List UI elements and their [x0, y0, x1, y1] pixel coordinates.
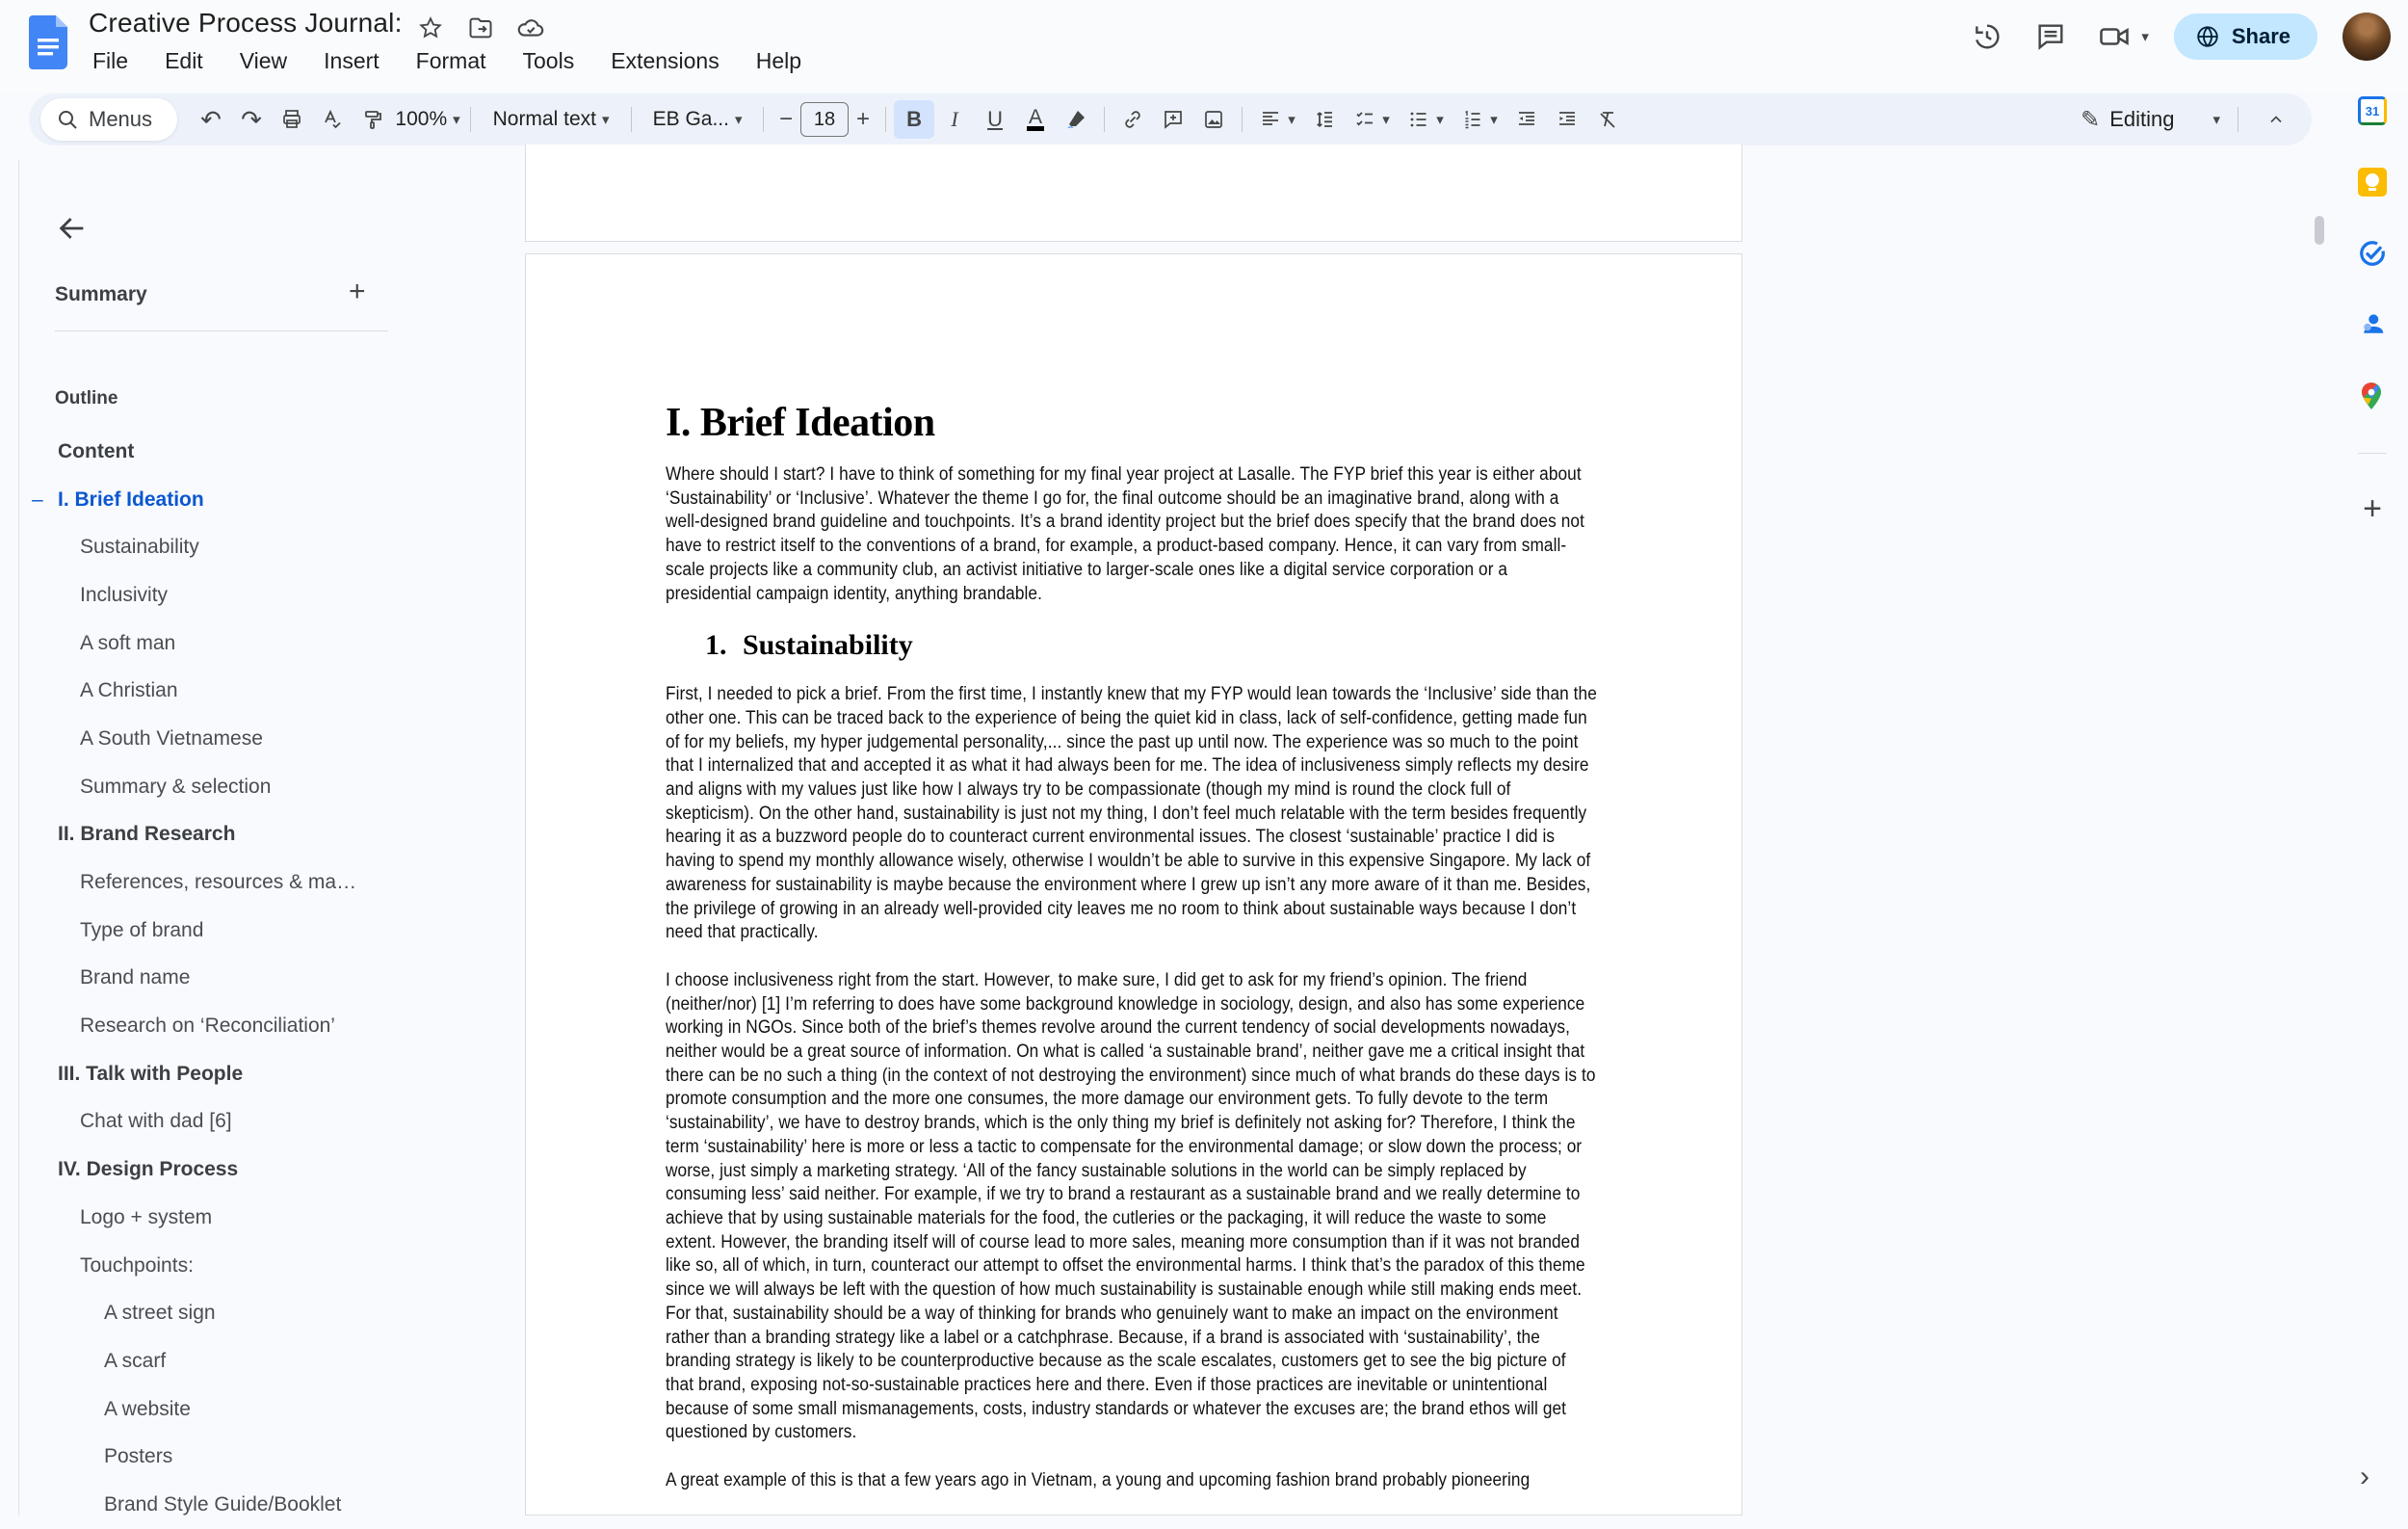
font-family-select[interactable] — [640, 100, 755, 139]
close-outline-back-arrow[interactable] — [56, 212, 89, 245]
outline-item[interactable]: Touchpoints: — [80, 1253, 194, 1277]
bulleted-list-caret-icon: ▾ — [1436, 112, 1444, 128]
increase-indent-button[interactable] — [1547, 100, 1587, 139]
search-icon — [56, 108, 79, 131]
decrease-font-size-button[interactable]: − — [779, 106, 794, 132]
outline-item[interactable]: IV. Design Process — [58, 1158, 239, 1181]
move-to-folder-icon[interactable] — [466, 13, 495, 42]
share-button[interactable] — [2174, 13, 2317, 60]
style-caret-icon: ▾ — [601, 112, 610, 128]
font-size-input[interactable]: 18 — [800, 102, 849, 137]
rail-divider — [2358, 453, 2387, 454]
previous-page-bottom[interactable] — [525, 145, 1742, 242]
highlight-color-button[interactable] — [1056, 100, 1096, 139]
editing-mode-pencil-icon: ✎ — [2081, 106, 2101, 133]
outline-item[interactable]: Posters — [104, 1445, 173, 1468]
outline-item[interactable]: Content — [58, 439, 135, 462]
outline-item[interactable]: Summary & selection — [80, 775, 272, 798]
google-maps-icon[interactable] — [2358, 382, 2387, 410]
comments-icon[interactable] — [2031, 17, 2070, 56]
outline-item[interactable]: Type of brand — [80, 918, 204, 941]
outline-item[interactable]: A scarf — [104, 1349, 167, 1372]
zoom-caret-icon: ▾ — [453, 112, 460, 128]
align-button[interactable] — [1250, 100, 1304, 139]
paragraph-style-select[interactable] — [479, 100, 623, 139]
menu-edit[interactable]: Edit — [165, 48, 203, 73]
menus-search-button[interactable] — [40, 98, 177, 141]
outline-item[interactable]: Brand name — [80, 966, 191, 989]
menu-format[interactable]: Format — [415, 48, 486, 73]
vertical-scrollbar-thumb[interactable] — [2315, 216, 2324, 245]
outline-item[interactable]: II. Brand Research — [58, 823, 236, 846]
outline-item[interactable]: A Christian — [80, 679, 178, 702]
toolbar-separator — [470, 107, 471, 132]
menu-insert[interactable]: Insert — [324, 48, 380, 73]
toolbar — [29, 93, 2312, 145]
star-icon[interactable] — [416, 13, 445, 42]
font-caret-icon: ▾ — [734, 112, 743, 128]
editing-mode-caret-icon[interactable]: ▾ — [2212, 112, 2220, 128]
outline-item[interactable]: Logo + system — [80, 1205, 213, 1228]
menu-help[interactable]: Help — [755, 48, 802, 73]
insert-image-button[interactable] — [1193, 100, 1234, 139]
toolbar-separator — [631, 107, 632, 132]
outline-item-active[interactable]: – I. Brief Ideation — [32, 488, 204, 511]
zoom-select[interactable] — [393, 100, 462, 139]
toolbar-separator — [1104, 107, 1105, 132]
outline-item[interactable]: Chat with dad [6] — [80, 1110, 232, 1133]
doc-paragraph[interactable]: Where should I start? I have to think of something for my final year project at Lasalle. The FYP brief this year is either about ‘Sustainability’ or ‘Inclusive’. Whatever the theme I go for, the final outcome should be an imaginative brand, along with a well-designed brand guideline and touchpoints. It’s a brand identity project but the brief does specify that the brand does not have to restrict itself to the conventions of a brand, for example, a product-based company. Hence, it can vary from small-scale projects like a community club, an activist initiative to larger-scale ones like a digital service corporation or a presidential campaign identity, anything brandable. — [666, 463, 1584, 604]
doc-paragraph[interactable]: I choose inclusiveness right from the start. However, to make sure, I did get to ask for my friend’s opinion. The friend (neither/nor) [1] I’m referring to does have some background knowledge in sociology, design, and also has some experience working in NGOs. Since both of the brief’s themes revolve around the current tendency of social developments nowadays, neither would be a great source of information. On what is called ‘a sustainable brand’, neither gave me a critical insight that there can be no such a thing (in the context of not destroying the environment) since much of what brands do these days is to promote consumption and the more one consumes, the more damage our environment gets. To fully devote to the term ‘sustainability’, we have to destroy brands, which is the only thing my brief is definitely not asking for? Therefore, I think the term ‘sustainability’ here is more or less a tactic to compensate for the environmental damage; or slow down the process; or worse, just simply a marketing strategy. ‘All of the fancy sustainable solutions in the world can be simply replaced by consuming less’ said neither. For example, if we try to brand a restaurant as a sustainable brand and we really determine to achieve that by using sustainable materials for the food, the cutleries or the packaging, it will reduce the waste to some extent. However, the branding itself will of course lead to more sales, meaning more consumption than if it was not branded like so, all of which, in turn, counteract our attempt to offset the environmental harms. I think that’s the paradox of this theme since we will always be left with the question of how much sustainability is sustainable enough while still making ends meet. For that, sustainability should be a way of thinking for brands who genuinely want to make an impact on the environment rather than a branding strategy like a label or a catchphrase. Because, if a brand is associated with ‘sustainability’, the branding strategy is likely to be counterproductive because as the scale escalates, customers get to see the big picture of that brand, exposing not-so-sustainable practices here and there. Even if those practices are inevitable or unintentional because of some small mismanagements, costs, industry standards or whatever the excuses are; the brand ethos will get questioned by customers. — [666, 968, 1596, 1443]
toolbar-separator — [1242, 107, 1243, 132]
paragraph-style-value: Normal text — [492, 108, 596, 130]
text-color-letter: A — [1027, 109, 1044, 131]
outline-title: Outline — [55, 388, 118, 409]
document-text-column — [666, 400, 1600, 1516]
outline-item[interactable]: A street sign — [104, 1302, 216, 1325]
decrease-indent-button[interactable] — [1506, 100, 1547, 139]
doc-paragraph[interactable]: A great example of this is that a few years ago in Vietnam, a young and upcoming fashion brand probably pioneering — [666, 1469, 1531, 1491]
numbered-list-button[interactable] — [1453, 100, 1506, 139]
summary-title: Summary — [55, 283, 147, 305]
version-history-icon[interactable] — [1968, 17, 2006, 56]
checklist-button[interactable] — [1345, 100, 1399, 139]
google-calendar-icon[interactable]: 31 — [2358, 96, 2387, 125]
outline-item[interactable]: A soft man — [80, 631, 176, 654]
paint-format-button[interactable] — [353, 100, 393, 139]
account-avatar[interactable] — [2343, 13, 2391, 61]
menu-file[interactable]: File — [92, 48, 129, 73]
summary-divider — [55, 330, 388, 331]
get-add-ons-button[interactable]: + — [2363, 490, 2382, 527]
insert-link-button[interactable] — [1112, 100, 1153, 139]
doc-heading-2[interactable] — [666, 629, 1600, 662]
show-side-panel-chevron[interactable]: › — [2360, 1461, 2369, 1492]
clear-formatting-button[interactable] — [1587, 100, 1628, 139]
side-panel-rail — [2344, 96, 2400, 527]
meet-dropdown-caret-icon[interactable]: ▾ — [2141, 29, 2149, 45]
menus-label: Menus — [89, 107, 153, 131]
document-title[interactable]: Creative Process Journal: — [89, 8, 403, 38]
outline-item[interactable]: References, resources & ma… — [80, 871, 357, 894]
line-spacing-button[interactable] — [1304, 100, 1345, 139]
active-item-marker: – — [32, 488, 43, 511]
menu-extensions[interactable]: Extensions — [611, 48, 720, 73]
increase-font-size-button[interactable]: + — [856, 106, 871, 132]
outline-item[interactable]: Sustainability — [80, 536, 199, 559]
hide-menus-chevron-button[interactable] — [2256, 100, 2296, 139]
outline-item[interactable]: Inclusivity — [80, 583, 169, 606]
add-comment-button[interactable] — [1153, 100, 1193, 139]
google-keep-icon[interactable] — [2358, 168, 2387, 197]
zoom-value: 100% — [395, 108, 448, 130]
font-family-value: EB Ga... — [652, 108, 729, 130]
undo-button[interactable]: ↶ — [200, 104, 222, 134]
document-status-cloud-icon[interactable] — [516, 13, 545, 42]
redo-button[interactable]: ↷ — [241, 104, 262, 134]
editing-mode-value[interactable]: Editing — [2109, 107, 2175, 131]
share-access-globe-icon — [2195, 24, 2220, 49]
menu-bar — [89, 46, 805, 76]
google-tasks-icon[interactable] — [2358, 239, 2387, 268]
bold-button[interactable]: B — [894, 100, 934, 139]
outline-item[interactable]: Research on ‘Reconciliation’ — [80, 1015, 335, 1038]
document-outline — [18, 428, 519, 1529]
numbered-list-caret-icon: ▾ — [1490, 112, 1498, 128]
align-caret-icon: ▾ — [1288, 112, 1296, 128]
heading2-text: Sustainability — [743, 629, 913, 662]
top-bar — [0, 0, 2408, 92]
checklist-caret-icon: ▾ — [1382, 112, 1390, 128]
add-summary-button[interactable]: + — [349, 276, 366, 307]
share-button-label: Share — [2231, 24, 2290, 48]
spell-check-button[interactable] — [312, 100, 353, 139]
outline-item[interactable]: A website — [104, 1397, 191, 1420]
outline-item[interactable]: III. Talk with People — [58, 1062, 244, 1085]
document-page[interactable] — [525, 253, 1742, 1516]
bulleted-list-button[interactable] — [1399, 100, 1453, 139]
toolbar-separator — [763, 107, 764, 132]
text-color-button[interactable] — [1015, 100, 1056, 139]
toolbar-separator — [885, 107, 886, 132]
google-docs-logo-icon[interactable] — [29, 15, 67, 69]
outline-item[interactable]: A South Vietnamese — [80, 726, 263, 750]
underline-button[interactable]: U — [987, 107, 1003, 131]
list-number: 1. — [705, 629, 727, 662]
doc-heading-1[interactable]: I. Brief Ideation — [666, 401, 935, 445]
italic-button[interactable]: I — [951, 107, 958, 131]
menu-view[interactable]: View — [239, 48, 288, 73]
print-button[interactable] — [272, 100, 312, 139]
google-contacts-icon[interactable] — [2358, 310, 2387, 339]
menu-tools[interactable]: Tools — [522, 48, 575, 73]
outline-item[interactable]: Brand Style Guide/Booklet — [104, 1492, 342, 1516]
meet-video-icon[interactable] — [2095, 17, 2133, 56]
doc-paragraph[interactable]: First, I needed to pick a brief. From the first time, I instantly knew that my FYP would lean towards the ‘Inclusive’ side than the other one. This can be traced back to the experience of being the quiet kid in class, lack of self-confidence, getting made fun of for my beliefs, my hyper judgemental personality,... since the past up until now. The experience was so much to the point that I internalized that and accepted it as what it had always been for me. The idea of inclusiveness simply reflects my desire and aligns with my values just like how I always try to be compassionate (though my mind is round the clock full of skepticism). On the other hand, sustainability is just not my thing, I don’t feel much relatable with the term besides frequently hearing it as a buzzword people do to counteract current environmental issues. The closest ‘sustainable’ practice I did is having to spend my monthly allowance wisely, otherwise I wouldn’t be able to survive in this expensive Singapore. My lack of awareness for sustainability is maybe because the environment where I grew up isn’t any more aware of it than me. Besides, the privilege of growing in an already well-provided city leaves me no room to think about sustainable ways because I don’t need that practically. — [666, 683, 1597, 943]
